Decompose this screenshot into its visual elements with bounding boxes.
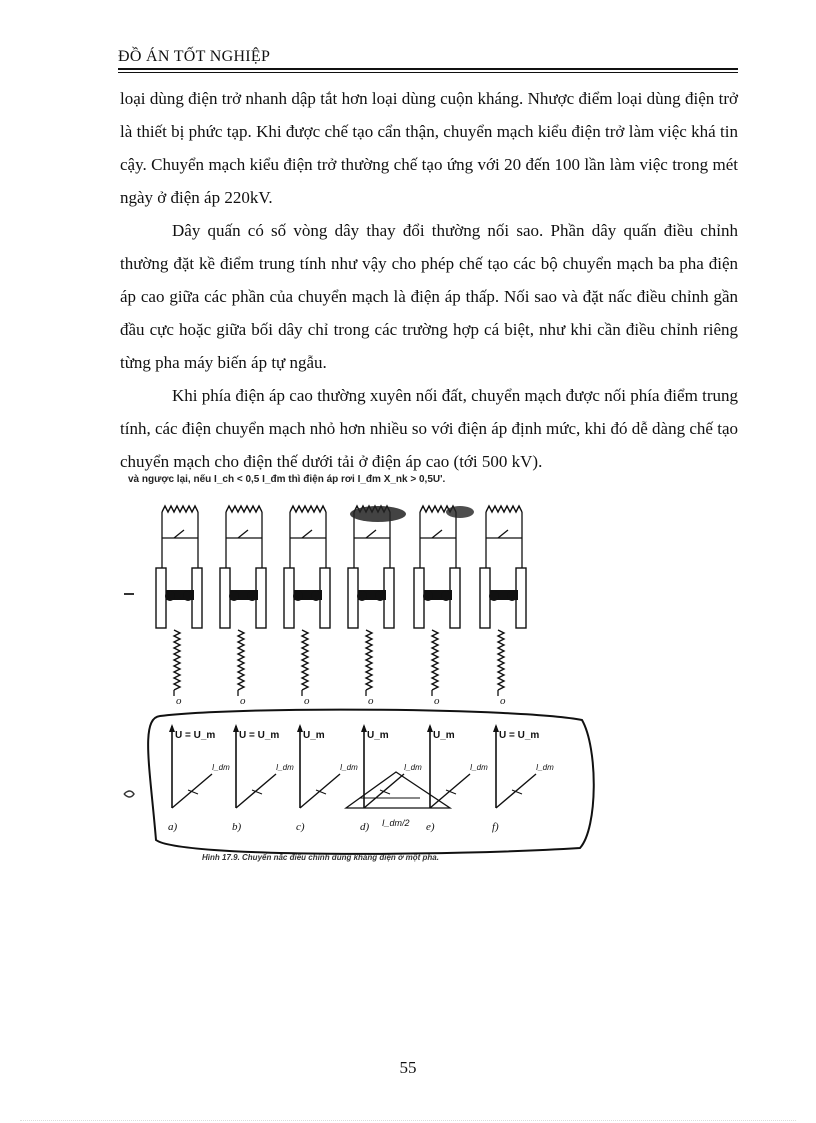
page-bottom-dots <box>20 1120 796 1121</box>
reactor-coil <box>162 506 198 512</box>
phasor-diagram <box>426 724 488 833</box>
circuit-unit <box>284 506 330 707</box>
terminal-label: o <box>176 695 182 707</box>
current-label: I_dm <box>536 763 554 772</box>
tap-changer-figure <box>120 468 600 864</box>
reactor-coil <box>290 506 326 512</box>
current-label: I_dm <box>470 763 488 772</box>
selector-bar <box>348 568 358 628</box>
phasor-diagrams <box>124 724 554 833</box>
ink-smudge <box>446 506 474 518</box>
circuit-unit <box>348 506 394 707</box>
panel-label: f) <box>492 821 499 833</box>
winding-coil <box>238 630 244 690</box>
contact-dot <box>229 591 239 601</box>
phasor-diagram <box>296 724 358 833</box>
body-text <box>120 82 738 478</box>
switch-contact <box>366 530 376 538</box>
terminal-label: o <box>304 695 310 707</box>
contact-dot <box>165 591 175 601</box>
switch-contact <box>302 530 312 538</box>
current-label: I_dm <box>212 763 230 772</box>
winding-coil <box>432 630 438 690</box>
header-rule <box>118 68 738 70</box>
contact-dot <box>247 591 257 601</box>
switch-contact <box>174 530 184 538</box>
phasor-diagram <box>360 724 422 833</box>
panel-label: c) <box>296 821 305 833</box>
current-phasor <box>300 774 340 808</box>
voltage-label: U_m <box>303 730 325 741</box>
contact-dot <box>311 591 321 601</box>
contact-dot <box>489 591 499 601</box>
contact-dot <box>183 591 193 601</box>
panel-label: d) <box>360 821 370 833</box>
page-number: 55 <box>399 1058 417 1077</box>
current-label: I_dm <box>404 763 422 772</box>
reactor-coil <box>486 506 522 512</box>
selector-bar <box>156 568 166 628</box>
header-title: ĐỒ ÁN TỐT NGHIỆP <box>118 48 271 65</box>
contact-dot <box>357 591 367 601</box>
panel-label: b) <box>232 821 242 833</box>
circuit-unit <box>480 506 526 707</box>
voltage-label: U = U_m <box>239 730 280 741</box>
header-rule-thin <box>118 72 738 73</box>
winding-coil <box>366 630 372 690</box>
panel-label: e) <box>426 821 435 833</box>
phasor-diagram <box>168 724 230 833</box>
winding-coil <box>498 630 504 690</box>
selector-bar <box>414 568 424 628</box>
contact-dot <box>507 591 517 601</box>
bottom-label: I_dm/2 <box>382 818 410 828</box>
current-label: I_dm <box>276 763 294 772</box>
phasor-diagram <box>232 724 294 833</box>
contact-dot <box>293 591 303 601</box>
current-phasor <box>172 774 212 808</box>
voltage-label: U = U_m <box>175 730 216 741</box>
selector-bar <box>220 568 230 628</box>
scan-mark <box>124 791 134 797</box>
voltage-label: U = U_m <box>499 730 540 741</box>
selector-bar <box>480 568 490 628</box>
ink-smudge <box>350 506 406 522</box>
selector-bar <box>284 568 294 628</box>
paragraph-1: loại dùng điện trở nhanh dập tắt hơn loại dùng cuộn kháng. Nhược điểm loại dùng điện trở là thiết bị phức tạp. Khi được chế tạo cẩn thận, chuyển mạch kiểu điện trở làm việc khá tin cậy. Chuyển mạch kiểu điện trở thường chế tạo ứng với 20 đến 100 lần làm việc trong mét ngày ở điện áp 220kV. <box>120 89 738 207</box>
switch-contact <box>498 530 508 538</box>
circuit-unit <box>220 506 266 707</box>
current-label: I_dm <box>340 763 358 772</box>
terminal-label: o <box>368 695 374 707</box>
circuit-unit <box>414 506 460 707</box>
terminal-label: o <box>500 695 506 707</box>
figure-bottom-caption: Hình 17.9. Chuyển nấc điều chỉnh dùng kháng điện ở một pha. <box>202 853 439 862</box>
phasor-diagram <box>492 724 554 833</box>
voltage-label: U_m <box>367 730 389 741</box>
panel-label: a) <box>168 821 178 833</box>
winding-coil <box>174 630 180 690</box>
current-phasor <box>236 774 276 808</box>
current-phasor <box>430 774 470 808</box>
contact-dot <box>423 591 433 601</box>
contact-dot <box>441 591 451 601</box>
current-triangle <box>346 772 450 808</box>
winding-coil <box>302 630 308 690</box>
paragraph-2: Dây quấn có số vòng dây thay đổi thường nối sao. Phần dây quấn điều chỉnh thường đặt kề điểm trung tính như vậy cho phép chế tạo các bộ chuyển mạch ba pha điện áp cao giữa các phần của chuyển mạch là điện áp thấp. Nối sao và đặt nấc điều chỉnh gần đầu cực hoặc giữa bối dây chỉ trong các trường hợp cá biệt, như khi cần điều chỉnh riêng từng pha máy biến áp tự ngẫu. <box>120 221 738 372</box>
terminal-label: o <box>434 695 440 707</box>
contact-dot <box>375 591 385 601</box>
voltage-label: U_m <box>433 730 455 741</box>
circuit-unit <box>156 506 202 707</box>
paragraph-3: Khi phía điện áp cao thường xuyên nối đất, chuyển mạch được nối phía điểm trung tính, các điện chuyển mạch nhỏ hơn nhiều so với điện áp định mức, khi đó dễ dàng chế tạo chuyển mạch cho điện thế dưới tải ở điện áp cao (tới 500 kV). <box>120 386 738 471</box>
current-phasor <box>496 774 536 808</box>
circuit-diagrams <box>124 506 526 707</box>
terminal-label: o <box>240 695 246 707</box>
switch-contact <box>238 530 248 538</box>
reactor-coil <box>226 506 262 512</box>
switch-contact <box>432 530 442 538</box>
figure-top-caption: và ngược lại, nếu I_ch < 0,5 I_đm thì điện áp rơi I_đm X_nk > 0,5U'. <box>128 474 446 485</box>
